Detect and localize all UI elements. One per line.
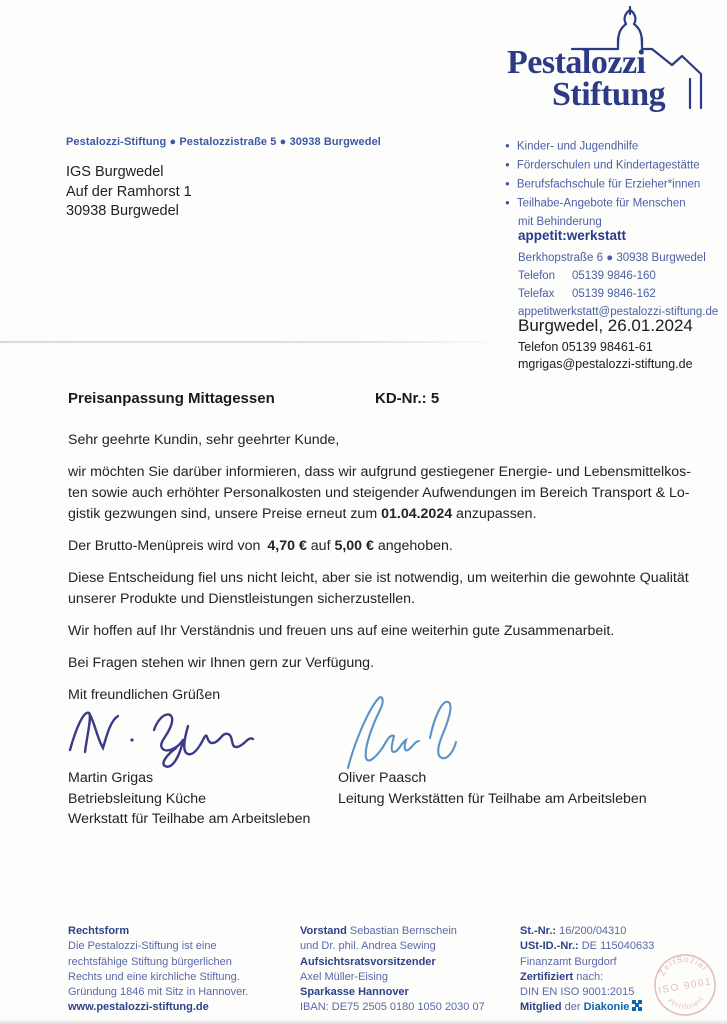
body-line bbox=[68, 504, 718, 525]
footer-heading: Rechtsform bbox=[68, 925, 130, 937]
service-label: Berufsfachschule für Erzieher*innen bbox=[516, 178, 701, 191]
body-line: Diese Entscheidung fiel uns nicht leicht, aber sie ist notwendig, um weiterhin die gewohnte Qualität bbox=[68, 570, 689, 586]
bullet-icon: ● bbox=[505, 160, 510, 169]
text-segment: Der Brutto-Menüpreis wird von bbox=[68, 538, 261, 554]
service-label: Förderschulen und Kindertagestätte bbox=[516, 159, 700, 172]
svg-text:ZertSozial bbox=[654, 950, 710, 981]
stamp-bottom-text: zertifiziert bbox=[666, 995, 706, 1011]
footer-label: Sparkasse Hannover bbox=[300, 986, 409, 999]
price-old: 4,70 € bbox=[267, 538, 307, 554]
contact-phone bbox=[518, 267, 718, 285]
diakonie-brand: Diakonie bbox=[583, 1001, 630, 1014]
stamp-top-text: ZertSozial bbox=[656, 953, 710, 978]
footer-line: Finanzamt Burgdorf bbox=[520, 955, 617, 968]
iso-9001-stamp-icon bbox=[644, 944, 725, 1024]
logo-text-line1: Pestalozzi bbox=[507, 44, 646, 81]
recipient-name: IGS Burgwedel bbox=[66, 164, 164, 180]
bullet-icon: ● bbox=[505, 198, 510, 207]
footer-line: rechtsfähige Stiftung bürgerlichen bbox=[68, 955, 232, 968]
footer-line: Gründung 1846 mit Sitz in Hannover. bbox=[68, 986, 249, 999]
footer-value: 16/200/04310 bbox=[556, 925, 627, 937]
text-segment: angehoben. bbox=[373, 538, 453, 554]
footer-value: DE 115040633 bbox=[578, 940, 655, 953]
footer-label: Aufsichtsratsvorsitzender bbox=[300, 955, 436, 968]
effective-date: 01.04.2024 bbox=[381, 506, 453, 522]
phone-number: 05139 9846-160 bbox=[572, 270, 656, 282]
footer-line: Axel Müller-Eising bbox=[300, 970, 389, 983]
signer-role: Werkstatt für Teilhabe am Arbeitsleben bbox=[68, 811, 311, 827]
footer-label: Zertifiziert bbox=[520, 970, 574, 983]
website-url: www.pestalozzi-stiftung.de bbox=[68, 1001, 209, 1014]
service-label: Teilhabe-Angebote für Menschen bbox=[516, 197, 686, 210]
footer-value: Sebastian Bernschein bbox=[346, 925, 457, 937]
footer-label: Mitglied bbox=[520, 1001, 562, 1014]
direct-phone: Telefon 05139 98461-61 bbox=[518, 340, 653, 354]
footer-line: DIN EN ISO 9001:2015 bbox=[520, 986, 635, 999]
body-line: unserer Produkte und Dienstleistungen sicherzustellen. bbox=[68, 591, 416, 607]
closing-phrase: Mit freundlichen Grüßen bbox=[68, 687, 221, 703]
price-new: 5,00 € bbox=[334, 538, 374, 554]
footer-label: USt-ID.-Nr.: bbox=[520, 940, 579, 953]
diakonie-logo-icon bbox=[632, 1000, 643, 1011]
footer-label: St.-Nr.: bbox=[520, 925, 557, 937]
service-label: Kinder- und Jugendhilfe bbox=[516, 140, 639, 153]
body-line: wir möchten Sie darüber informieren, dass wir aufgrund gestiegener Energie- und Lebensmittelkos- bbox=[68, 464, 691, 480]
paragraph-cooperation: Wir hoffen auf Ihr Verständnis und freuen uns auf eine weiterhin gute Zusammenarbeit. bbox=[68, 623, 615, 639]
sender-return-address: Pestalozzi-Stiftung ● Pestalozzistraße 5 ● 30938 Burgwedel bbox=[66, 136, 381, 148]
body-line: ten sowie auch erhöhter Personalkosten und steigender Aufwendungen im Bereich Transport & Lo- bbox=[68, 485, 690, 501]
text-segment: gistik gezwungen sind, unsere Preise erneut zum bbox=[68, 506, 382, 522]
contact-email: appetitwerkstatt@pestalozzi-stiftung.de bbox=[518, 306, 719, 318]
footer-line: Rechts und eine kirchliche Stiftung. bbox=[68, 970, 240, 983]
logo-text-line2: Stiftung bbox=[552, 76, 666, 113]
contact-title: appetit:werkstatt bbox=[518, 228, 627, 243]
footer-line bbox=[520, 924, 720, 939]
paragraph-price-reason bbox=[68, 462, 718, 525]
phone-label: Telefon bbox=[518, 270, 556, 282]
customer-number: KD-Nr.: 5 bbox=[375, 390, 440, 407]
footer-col-board bbox=[300, 924, 515, 1016]
text-segment: anzupassen. bbox=[452, 506, 537, 522]
footer-line: und Dr. phil. Andrea Sewing bbox=[300, 940, 436, 953]
footer-value: der bbox=[561, 1001, 584, 1014]
recipient-street: Auf der Ramhorst 1 bbox=[66, 183, 192, 200]
bullet-icon: ● bbox=[505, 179, 510, 188]
footer-line bbox=[300, 924, 515, 939]
fax-label: Telefax bbox=[518, 288, 555, 300]
salutation: Sehr geehrte Kundin, sehr geehrter Kunde, bbox=[68, 432, 340, 448]
signature-oliver-paasch bbox=[338, 690, 478, 775]
service-item bbox=[505, 175, 700, 194]
paragraph-questions: Bei Fragen stehen wir Ihnen gern zur Verfügung. bbox=[68, 655, 375, 671]
signer-name: Oliver Paasch bbox=[338, 770, 427, 786]
subject-line: Preisanpassung Mittagessen bbox=[68, 390, 275, 407]
contact-address: Berkhopstraße 6 ● 30938 Burgwedel bbox=[518, 252, 706, 264]
service-item bbox=[505, 194, 700, 213]
footer-line: Die Pestalozzi-Stiftung ist eine bbox=[68, 940, 217, 953]
pestalozzi-stiftung-logo bbox=[500, 4, 718, 124]
service-item-continuation: mit Behinderung bbox=[518, 216, 602, 228]
text-segment: auf bbox=[306, 538, 335, 554]
signer-role: Betriebsleitung Küche bbox=[68, 790, 207, 807]
services-list bbox=[505, 137, 700, 232]
contact-fax bbox=[518, 285, 718, 303]
contact-block bbox=[518, 227, 718, 321]
iban-number: IBAN: DE75 2505 0180 1050 2030 07 bbox=[300, 1001, 485, 1014]
paragraph-price-change bbox=[68, 536, 718, 557]
signer-block-left bbox=[68, 768, 310, 830]
recipient-city: 30938 Burgwedel bbox=[66, 203, 179, 219]
bullet-icon: ● bbox=[505, 141, 510, 150]
date-block bbox=[518, 316, 693, 372]
fax-number: 05139 9846-162 bbox=[572, 288, 656, 300]
signer-name: Martin Grigas bbox=[68, 770, 154, 786]
footer-value: nach: bbox=[573, 970, 604, 983]
service-item bbox=[505, 137, 700, 156]
service-item bbox=[505, 156, 700, 175]
recipient-address bbox=[66, 163, 192, 222]
footer-col-legal-form bbox=[68, 924, 293, 1016]
footer-label: Vorstand bbox=[300, 925, 347, 937]
signer-role: Leitung Werkstätten für Teilhabe am Arbeitsleben bbox=[338, 790, 647, 807]
stamp-middle-text: ISO 9001 bbox=[657, 976, 713, 997]
scan-edge-shadow bbox=[0, 1019, 727, 1024]
signer-block-right bbox=[338, 768, 647, 809]
direct-email: mgrigas@pestalozzi-stiftung.de bbox=[518, 356, 693, 371]
paragraph-apology bbox=[68, 568, 718, 610]
letter-body bbox=[68, 430, 718, 717]
paper-fold-line bbox=[0, 340, 505, 343]
place-and-date: Burgwedel, 26.01.2024 bbox=[518, 316, 693, 335]
signature-martin-grigas bbox=[62, 698, 257, 770]
